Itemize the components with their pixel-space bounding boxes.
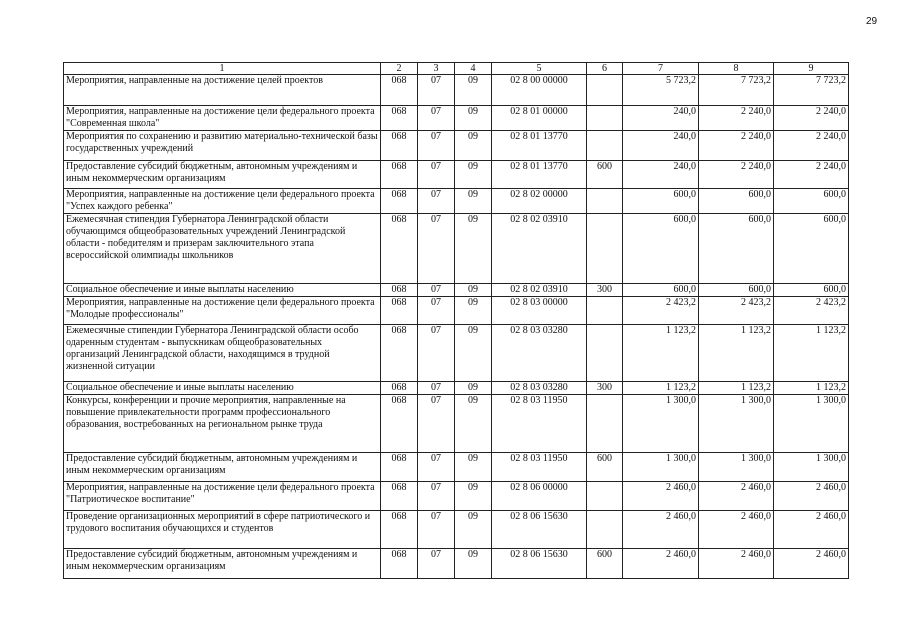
cell-c7: 2 460,0 <box>623 482 699 511</box>
cell-c9: 1 300,0 <box>774 453 849 482</box>
cell-c4: 09 <box>455 214 492 284</box>
cell-c8: 600,0 <box>699 214 774 284</box>
row-name-cell: Социальное обеспечение и иные выплаты населению <box>64 284 381 297</box>
row-name-cell: Ежемесячные стипендии Губернатора Ленинградской области особо одаренным студентам - выпускникам общеобразовательных организаций Ленинградской области, находящимся в трудной жизненной ситуации <box>64 325 381 382</box>
cell-c7: 1 123,2 <box>623 325 699 382</box>
cell-c6 <box>587 75 623 106</box>
cell-c3: 07 <box>418 131 455 161</box>
cell-c8: 7 723,2 <box>699 75 774 106</box>
cell-c3: 07 <box>418 482 455 511</box>
cell-c6 <box>587 106 623 131</box>
cell-c3: 07 <box>418 395 455 453</box>
cell-c2: 068 <box>381 106 418 131</box>
cell-c7: 600,0 <box>623 284 699 297</box>
row-name-cell: Конкурсы, конференции и прочие мероприятия, направленные на повышение привлекательности программ профессионального образования, востребованных на региональном рынке труда <box>64 395 381 453</box>
row-name-cell: Мероприятия, направленные на достижение цели федерального проекта "Молодые профессионалы" <box>64 297 381 325</box>
cell-c5: 02 8 03 03280 <box>492 325 587 382</box>
cell-c9: 2 460,0 <box>774 511 849 549</box>
cell-c7: 1 300,0 <box>623 395 699 453</box>
cell-c9: 2 423,2 <box>774 297 849 325</box>
cell-c8: 600,0 <box>699 189 774 214</box>
table-row <box>64 325 849 382</box>
cell-c2: 068 <box>381 395 418 453</box>
column-header-1: 1 <box>64 63 381 75</box>
cell-c8: 600,0 <box>699 284 774 297</box>
cell-c8: 2 240,0 <box>699 131 774 161</box>
table-row <box>64 482 849 511</box>
cell-c5: 02 8 01 13770 <box>492 131 587 161</box>
cell-c7: 240,0 <box>623 161 699 189</box>
table-row <box>64 297 849 325</box>
column-header-9: 9 <box>774 63 849 75</box>
cell-c2: 068 <box>381 284 418 297</box>
cell-c8: 2 460,0 <box>699 549 774 579</box>
cell-c7: 1 300,0 <box>623 453 699 482</box>
cell-c3: 07 <box>418 75 455 106</box>
cell-c9: 2 240,0 <box>774 131 849 161</box>
cell-c2: 068 <box>381 189 418 214</box>
column-header-7: 7 <box>623 63 699 75</box>
cell-c6: 600 <box>587 161 623 189</box>
cell-c4: 09 <box>455 382 492 395</box>
row-name-cell: Предоставление субсидий бюджетным, автономным учреждениям и иным некоммерческим организациям <box>64 549 381 579</box>
cell-c7: 240,0 <box>623 131 699 161</box>
cell-c2: 068 <box>381 453 418 482</box>
cell-c2: 068 <box>381 511 418 549</box>
table-body <box>64 75 849 579</box>
cell-c5: 02 8 06 00000 <box>492 482 587 511</box>
cell-c5: 02 8 02 03910 <box>492 284 587 297</box>
cell-c7: 1 123,2 <box>623 382 699 395</box>
page-number: 29 <box>866 16 878 27</box>
cell-c6 <box>587 214 623 284</box>
cell-c8: 1 123,2 <box>699 382 774 395</box>
cell-c5: 02 8 00 00000 <box>492 75 587 106</box>
cell-c4: 09 <box>455 325 492 382</box>
cell-c9: 2 240,0 <box>774 161 849 189</box>
column-header-2: 2 <box>381 63 418 75</box>
table-row <box>64 511 849 549</box>
row-name-cell: Мероприятия, направленные на достижение цели федерального проекта "Успех каждого ребенка" <box>64 189 381 214</box>
cell-c3: 07 <box>418 549 455 579</box>
cell-c4: 09 <box>455 549 492 579</box>
cell-c5: 02 8 06 15630 <box>492 511 587 549</box>
row-name-cell: Социальное обеспечение и иные выплаты населению <box>64 382 381 395</box>
row-name-cell: Мероприятия, направленные на достижение цели федерального проекта "Современная школа" <box>64 106 381 131</box>
table-row <box>64 453 849 482</box>
cell-c2: 068 <box>381 161 418 189</box>
cell-c7: 240,0 <box>623 106 699 131</box>
cell-c9: 2 240,0 <box>774 106 849 131</box>
cell-c5: 02 8 03 11950 <box>492 453 587 482</box>
cell-c6: 300 <box>587 284 623 297</box>
cell-c4: 09 <box>455 482 492 511</box>
cell-c7: 600,0 <box>623 189 699 214</box>
cell-c4: 09 <box>455 453 492 482</box>
cell-c8: 1 300,0 <box>699 395 774 453</box>
cell-c6 <box>587 131 623 161</box>
column-header-6: 6 <box>587 63 623 75</box>
cell-c2: 068 <box>381 549 418 579</box>
cell-c4: 09 <box>455 161 492 189</box>
cell-c7: 600,0 <box>623 214 699 284</box>
header-row <box>64 63 849 75</box>
cell-c8: 2 240,0 <box>699 106 774 131</box>
cell-c4: 09 <box>455 284 492 297</box>
cell-c4: 09 <box>455 75 492 106</box>
cell-c7: 5 723,2 <box>623 75 699 106</box>
cell-c3: 07 <box>418 325 455 382</box>
cell-c6 <box>587 482 623 511</box>
cell-c6 <box>587 395 623 453</box>
cell-c9: 600,0 <box>774 214 849 284</box>
cell-c3: 07 <box>418 453 455 482</box>
cell-c3: 07 <box>418 189 455 214</box>
cell-c9: 600,0 <box>774 189 849 214</box>
cell-c7: 2 460,0 <box>623 549 699 579</box>
cell-c6 <box>587 189 623 214</box>
cell-c9: 600,0 <box>774 284 849 297</box>
cell-c3: 07 <box>418 161 455 189</box>
cell-c8: 2 423,2 <box>699 297 774 325</box>
cell-c3: 07 <box>418 106 455 131</box>
cell-c9: 1 123,2 <box>774 382 849 395</box>
cell-c3: 07 <box>418 284 455 297</box>
row-name-cell: Ежемесячная стипендия Губернатора Ленинградской области обучающимся общеобразовательных учреждений Ленинградской области - победителям и призерам заключительного этапа всероссийской олимпиады школьников <box>64 214 381 284</box>
cell-c4: 09 <box>455 131 492 161</box>
cell-c2: 068 <box>381 382 418 395</box>
table-row <box>64 189 849 214</box>
table-row <box>64 131 849 161</box>
cell-c2: 068 <box>381 325 418 382</box>
cell-c9: 1 123,2 <box>774 325 849 382</box>
cell-c4: 09 <box>455 395 492 453</box>
table-row <box>64 382 849 395</box>
table-row <box>64 214 849 284</box>
table-row <box>64 161 849 189</box>
row-name-cell: Мероприятия, направленные на достижение целей проектов <box>64 75 381 106</box>
cell-c2: 068 <box>381 482 418 511</box>
cell-c5: 02 8 06 15630 <box>492 549 587 579</box>
cell-c6 <box>587 297 623 325</box>
cell-c6: 300 <box>587 382 623 395</box>
cell-c4: 09 <box>455 106 492 131</box>
row-name-cell: Проведение организационных мероприятий в сфере патриотического и трудового воспитания обучающихся и студентов <box>64 511 381 549</box>
cell-c9: 2 460,0 <box>774 549 849 579</box>
cell-c3: 07 <box>418 297 455 325</box>
cell-c8: 1 123,2 <box>699 325 774 382</box>
cell-c5: 02 8 01 13770 <box>492 161 587 189</box>
cell-c5: 02 8 03 00000 <box>492 297 587 325</box>
cell-c3: 07 <box>418 382 455 395</box>
cell-c6: 600 <box>587 453 623 482</box>
table-row <box>64 75 849 106</box>
column-header-3: 3 <box>418 63 455 75</box>
cell-c2: 068 <box>381 214 418 284</box>
table-row <box>64 106 849 131</box>
cell-c6: 600 <box>587 549 623 579</box>
cell-c4: 09 <box>455 297 492 325</box>
cell-c2: 068 <box>381 75 418 106</box>
cell-c4: 09 <box>455 189 492 214</box>
cell-c5: 02 8 02 03910 <box>492 214 587 284</box>
cell-c2: 068 <box>381 297 418 325</box>
cell-c7: 2 460,0 <box>623 511 699 549</box>
cell-c9: 7 723,2 <box>774 75 849 106</box>
cell-c5: 02 8 02 00000 <box>492 189 587 214</box>
cell-c7: 2 423,2 <box>623 297 699 325</box>
table-row <box>64 284 849 297</box>
cell-c8: 2 460,0 <box>699 482 774 511</box>
row-name-cell: Предоставление субсидий бюджетным, автономным учреждениям и иным некоммерческим организациям <box>64 453 381 482</box>
cell-c9: 2 460,0 <box>774 482 849 511</box>
cell-c9: 1 300,0 <box>774 395 849 453</box>
cell-c4: 09 <box>455 511 492 549</box>
table-row <box>64 549 849 579</box>
cell-c5: 02 8 03 03280 <box>492 382 587 395</box>
column-header-5: 5 <box>492 63 587 75</box>
cell-c8: 2 240,0 <box>699 161 774 189</box>
cell-c2: 068 <box>381 131 418 161</box>
cell-c8: 2 460,0 <box>699 511 774 549</box>
cell-c6 <box>587 325 623 382</box>
column-header-4: 4 <box>455 63 492 75</box>
cell-c3: 07 <box>418 511 455 549</box>
cell-c5: 02 8 03 11950 <box>492 395 587 453</box>
column-header-8: 8 <box>699 63 774 75</box>
cell-c5: 02 8 01 00000 <box>492 106 587 131</box>
row-name-cell: Мероприятия, направленные на достижение цели федерального проекта "Патриотическое воспитание" <box>64 482 381 511</box>
row-name-cell: Предоставление субсидий бюджетным, автономным учреждениям и иным некоммерческим организациям <box>64 161 381 189</box>
row-name-cell: Мероприятия по сохранению и развитию материально-технической базы государственных учреждений <box>64 131 381 161</box>
table-row <box>64 395 849 453</box>
cell-c8: 1 300,0 <box>699 453 774 482</box>
budget-table <box>63 62 849 579</box>
cell-c6 <box>587 511 623 549</box>
cell-c3: 07 <box>418 214 455 284</box>
